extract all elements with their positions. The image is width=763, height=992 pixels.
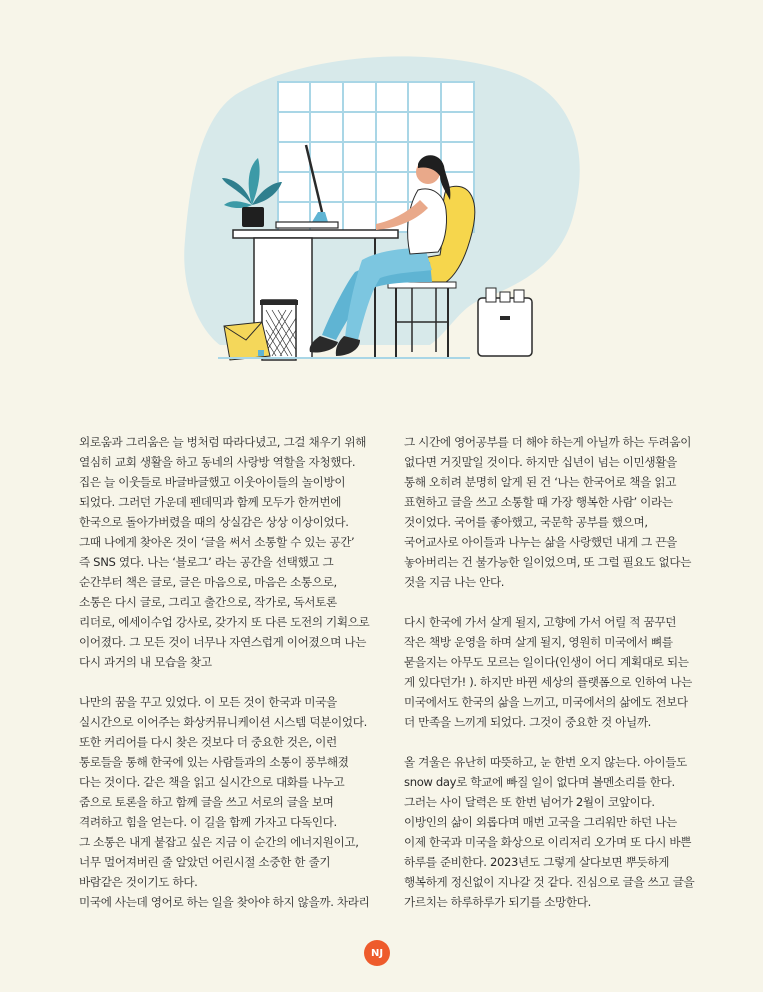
paper-roll-box-icon xyxy=(478,288,532,356)
box-icon xyxy=(224,322,270,360)
woman-at-computer-illustration xyxy=(0,0,763,400)
article-left-column xyxy=(79,432,397,912)
article-paragraph: 올 겨울은 유난히 따뜻하고, 눈 한번 오지 않는다. 아이들도 snow day로 학교에 빠질 일이 없다며 볼멘소리를 한다. 그러는 사이 달력은 또 한번 넘어가 2월이 코앞이다. 이방인의 삶이 외롭다며 매번 고국을 그리워만 하던 나는 이제 한국과 미국을 화상으로 이리저리 오가며 또 다시 바쁜 하루를 준비한다. 2023년도 그렇게 살다보면 뿌듯하게 행복하게 정신없이 지나갈 것 같다. 진심으로 글을 쓰고 글을 가르치는 하루하루가 되기를 소망한다. xyxy=(404,755,695,909)
illustration-svg xyxy=(0,0,763,400)
nj-badge: NJ xyxy=(364,940,390,966)
article-paragraph: 다시 한국에 가서 살게 될지, 고향에 가서 어릴 적 꿈꾸던 작은 책방 운영을 하며 살게 될지, 영원히 미국에서 뼈를 묻을지는 아무도 모르는 일이다(인생이 어디 계획대로 되는 게 있다던가! ). 하지만 바뀐 세상의 플랫폼으로 인하여 나는 미국에서도 한국의 삶을 느끼고, 미국에서의 삶에도 전보다 더 만족을 느끼게 되었다. 그것이 중요한 것 아닐까. xyxy=(404,615,693,729)
article-paragraph: 나만의 꿈을 꾸고 있었다. 이 모든 것이 한국과 미국을 실시간으로 이어주는 화상커뮤니케이션 시스템 덕분이었다. 또한 커리어를 다시 찾은 것보다 더 중요한 것은, 이런 통로들을 통해 한국에 있는 사람들과의 소통이 풍부해졌 다는 것이다. 같은 책을 읽고 실시간으로 대화를 나누고 줌으로 토론을 하고 함께 글을 쓰고 서로의 글을 보며 격려하고 힘을 얻는다. 이 길을 함께 가자고 다독인다. 그 소통은 내게 붙잡고 싶은 지금 이 순간의 에너지원이고, 너무 멀어져버린 줄 알았던 어린시절 소중한 한 줄기 바람같은 것이기도 하다. 미국에 사는데 영어로 하는 일을 찾아야 하지 않을까. 차라리 xyxy=(79,695,370,909)
article-right-column xyxy=(404,432,722,912)
article-paragraph: 그 시간에 영어공부를 더 해야 하는게 아닐까 하는 두려움이 없다면 거짓말일 것이다. 하지만 십년이 넘는 이민생활을 통해 오히려 분명히 알게 된 건 ‘나는 한국어로 책을 읽고 표현하고 글을 쓰고 소통할 때 가장 행복한 사람’ 이라는 것이었다. 국어를 좋아했고, 국문학 공부를 했으며, 국어교사로 아이들과 나누는 삶을 사랑했던 내게 그 끈을 놓아버리는 건 불가능한 일이었으며, 또 그럴 필요도 없다는 것을 지금 나는 안다. xyxy=(404,435,692,589)
article-paragraph: 외로움과 그리움은 늘 벙처럼 따라다녔고, 그걸 채우기 위해 열심히 교회 생활을 하고 동네의 사랑방 역할을 자청했다. 집은 늘 이웃들로 바글바글했고 이웃아이들의 놀이방이 되었다. 그러던 가운데 펜데믹과 함께 모두가 한꺼번에 한국으로 돌아가버렸을 때의 상실감은 상상 이상이었다. 그때 나에게 찾아온 것이 ‘글을 써서 소통할 수 있는 공간’ 즉 SNS 였다. 나는 ‘블로그’ 라는 공간을 선택했고 그 순간부터 책은 글로, 글은 마음으로, 마음은 소통으로, 소통은 다시 글로, 그리고 출간으로, 작가로, 독서토론 리더로, 에세이수업 강사로, 갖가지 또 다른 도전의 기획으로 이어졌다. 그 모든 것이 너무나 자연스럽게 이어졌으며 나는 다시 과거의 내 모습을 찾고 xyxy=(79,435,370,669)
